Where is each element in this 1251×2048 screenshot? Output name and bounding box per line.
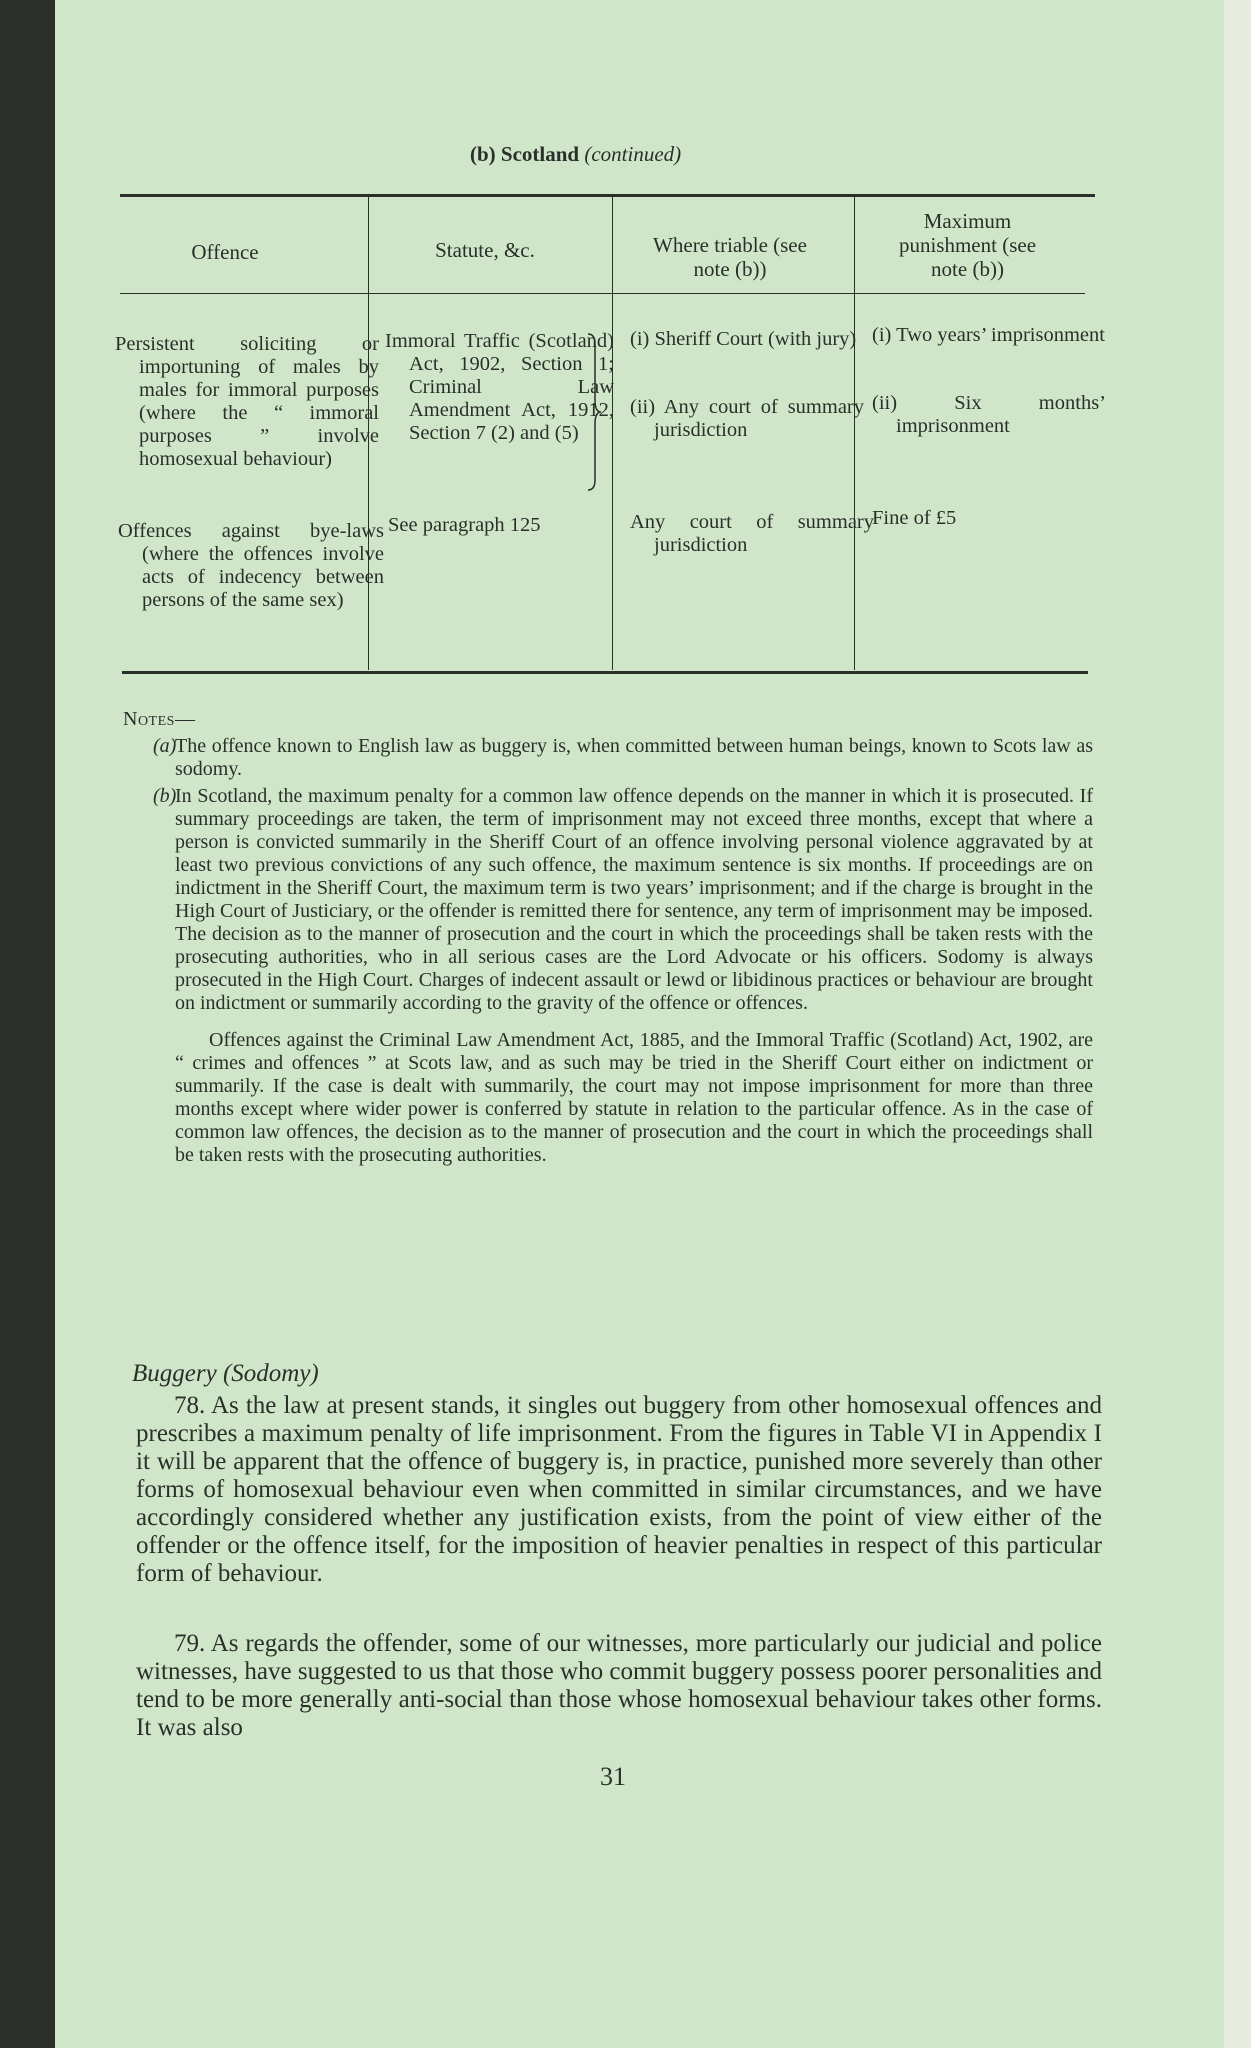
row1-where-ii: (ii) Any court of summary jurisdiction	[630, 396, 864, 441]
page-number: 31	[600, 1762, 626, 1791]
row1-max-ii: (ii) Six months’ imprisonment	[872, 392, 1106, 437]
row2-offence: Offences against bye-laws (where the offences involve acts of indecency between persons of the same sex)	[118, 520, 384, 611]
table-caption	[470, 142, 681, 167]
scan-edge	[1224, 0, 1251, 2048]
caption-letter: (b)	[470, 142, 496, 166]
header-offence: Offence	[191, 240, 259, 264]
note-b-label: (b)	[153, 785, 177, 807]
header-statute: Statute, &c.	[435, 238, 535, 262]
scan-shadow	[0, 0, 55, 2048]
table-top-rule	[120, 194, 1095, 197]
section-heading: Buggery (Sodomy)	[132, 1360, 319, 1387]
header-maximum-punishment: Maximum punishment (see note (b))	[898, 209, 1037, 281]
note-b-continuation: Offences against the Criminal Law Amendment Act, 1885, and the Immoral Traffic (Scotland) Act, 1902, are “ crimes and offences ” at Scots law, and as such may be tried in the Sheriff Court either on indictment or summarily. If the case is dealt with summarily, the court may not impose imprisonment for more than three months except where wider power is conferred by statute in relation to the particular offence. As in the case of common law offences, the decision as to the manner of prosecution and the court in which the proceedings shall be taken rests with the prosecuting authorities.	[175, 1029, 1093, 1166]
row1-statute: Immoral Traffic (Scotland) Act, 1902, Section 1; Criminal Law Amendment Act, 1912, Section 7 (2) and (5)	[385, 330, 614, 444]
row2-statute: See paragraph 125	[388, 514, 541, 536]
paragraph-78: 78. As the law at present stands, it singles out buggery from other homosexual offences and prescribes a maximum penalty of life imprisonment. From the figures in Table VI in Appendix I it will be apparent that the offence of buggery is, in practice, punished more severely than other forms of homosexual behaviour even when committed in similar circumstances, and we have accordingly considered whether any justification exists, from the point of view either of the offender or the offence itself, for the imposition of heavier penalties in respect of this particular form of behaviour.	[136, 1392, 1102, 1587]
row1-offence: Persistent soliciting or importuning of males by males for immoral purposes (where the “ immoral purposes ” involve homosexual behaviour)	[115, 333, 379, 470]
header-rule	[120, 293, 1085, 294]
table-bottom-rule	[122, 671, 1088, 674]
brace-icon	[586, 332, 602, 492]
row2-where: Any court of summary jurisdiction	[630, 511, 874, 556]
note-b	[123, 785, 1093, 1015]
paragraph-79: 79. As regards the offender, some of our witnesses, more particularly our judicial and police witnesses, have suggested to us that those who commit buggery possess poorer personalities and tend to be more generally anti-social than those whose homosexual behaviour takes other forms. It was also	[136, 1630, 1102, 1741]
notes-block	[123, 708, 1093, 1167]
row1-where-i: (i) Sheriff Court (with jury)	[630, 328, 857, 350]
caption-title: Scotland	[500, 142, 580, 166]
header-where-triable: Where triable (see note (b))	[653, 233, 807, 281]
notes-heading: Notes—	[123, 708, 196, 730]
note-b-text: In Scotland, the maximum penalty for a common law offence depends on the manner in which it is prosecuted. If summary proceedings are taken, the term of imprisonment may not exceed three months, except that where a person is convicted summarily in the Sheriff Court of an offence involving personal violence aggravated by at least two previous convictions of any such offence, the maximum sentence is six months. If proceedings are on indictment in the Sheriff Court, the maximum term is two years’ imprisonment; and if the charge is brought in the High Court of Justiciary, or the offender is remitted there for sentence, any term of imprisonment may be imposed. The decision as to the manner of prosecution and the court in which the proceedings shall be taken rests with the prosecuting authorities, who in all serious cases are the Lord Advocate or his officers. Sodomy is always prosecuted in the High Court. Charges of indecent assault or lewd or libidinous practices or behaviour are brought on indictment or summarily according to the gravity of the offence or offences.	[175, 785, 1093, 1014]
note-a-text: The offence known to English law as buggery is, when committed between human beings, known to Scots law as sodomy.	[175, 735, 1093, 780]
note-a	[123, 735, 1093, 781]
note-a-label: (a)	[153, 735, 177, 757]
caption-suffix: (continued)	[584, 142, 682, 166]
row2-max: Fine of £5	[872, 507, 957, 529]
row1-max-i: (i) Two years’ imprisonment	[872, 324, 1105, 346]
